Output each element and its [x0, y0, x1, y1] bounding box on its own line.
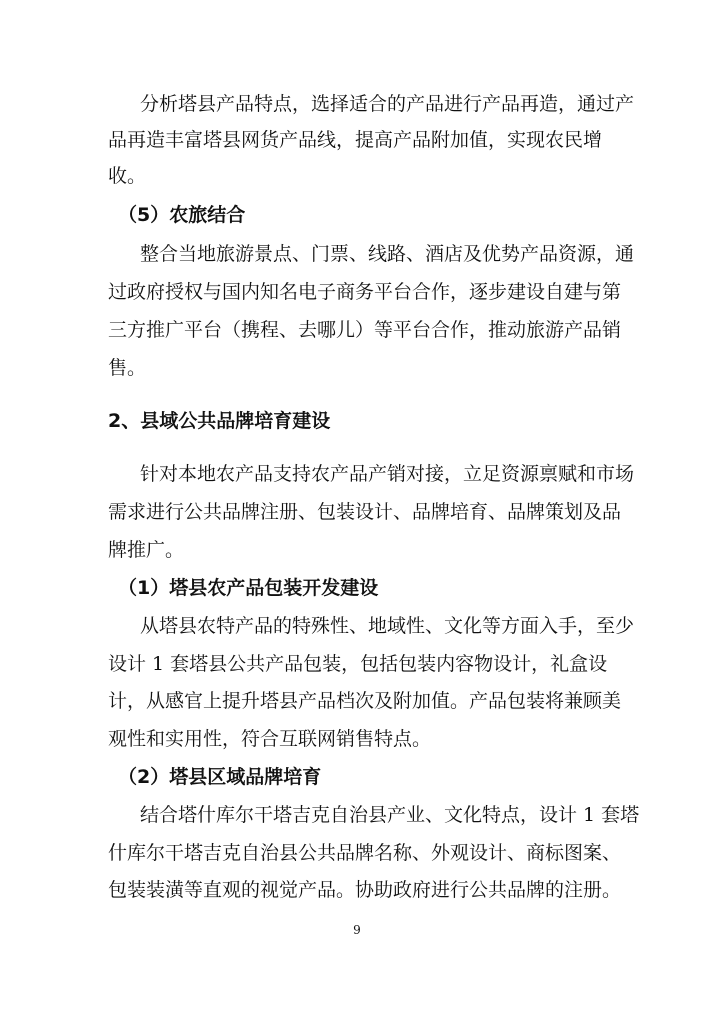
paragraph-line: 什库尔干塔吉克自治县公共品牌名称、外观设计、商标图案、 — [108, 842, 622, 864]
paragraph-line: 牌推广。 — [108, 539, 185, 561]
paragraph-line: 计，从感官上提升塔县产品档次及附加值。产品包装将兼顾美 — [108, 690, 622, 712]
section-heading: （2）塔县区域品牌培育 — [118, 766, 322, 788]
paragraph-line: 整合当地旅游景点、门票、线路、酒店及优势产品资源，通 — [140, 243, 635, 265]
paragraph-line: 收。 — [108, 165, 147, 187]
paragraph-line: 三方推广平台（携程、去哪儿）等平台合作，推动旅游产品销 — [108, 319, 622, 341]
paragraph-line: 从塔县农特产品的特殊性、地域性、文化等方面入手，至少 — [140, 615, 635, 637]
paragraph-line: 分析塔县产品特点，选择适合的产品进行产品再造，通过产 — [140, 93, 635, 115]
paragraph-line: 观性和实用性，符合互联网销售特点。 — [108, 728, 432, 750]
chapter-heading: 2、县域公共品牌培育建设 — [108, 410, 331, 432]
page-number: 9 — [353, 923, 361, 937]
section-heading: （1）塔县农产品包装开发建设 — [118, 577, 379, 599]
section-heading: （5）农旅结合 — [118, 204, 246, 226]
paragraph-line: 过政府授权与国内知名电子商务平台合作，逐步建设自建与第 — [108, 281, 622, 303]
paragraph-line: 售。 — [108, 357, 147, 379]
paragraph-line: 针对本地农产品支持农产品产销对接，立足资源禀赋和市场 — [140, 463, 635, 485]
paragraph-line: 结合塔什库尔干塔吉克自治县产业、文化特点，设计 1 套塔 — [140, 804, 640, 826]
paragraph-line: 包装装潢等直观的视觉产品。协助政府进行公共品牌的注册。 — [108, 879, 622, 901]
paragraph-line: 需求进行公共品牌注册、包装设计、品牌培育、品牌策划及品 — [108, 501, 622, 523]
paragraph-line: 设计 1 套塔县公共产品包装，包括包装内容物设计，礼盒设 — [108, 653, 608, 675]
paragraph-line: 品再造丰富塔县网货产品线，提高产品附加值，实现农民增 — [108, 129, 603, 151]
